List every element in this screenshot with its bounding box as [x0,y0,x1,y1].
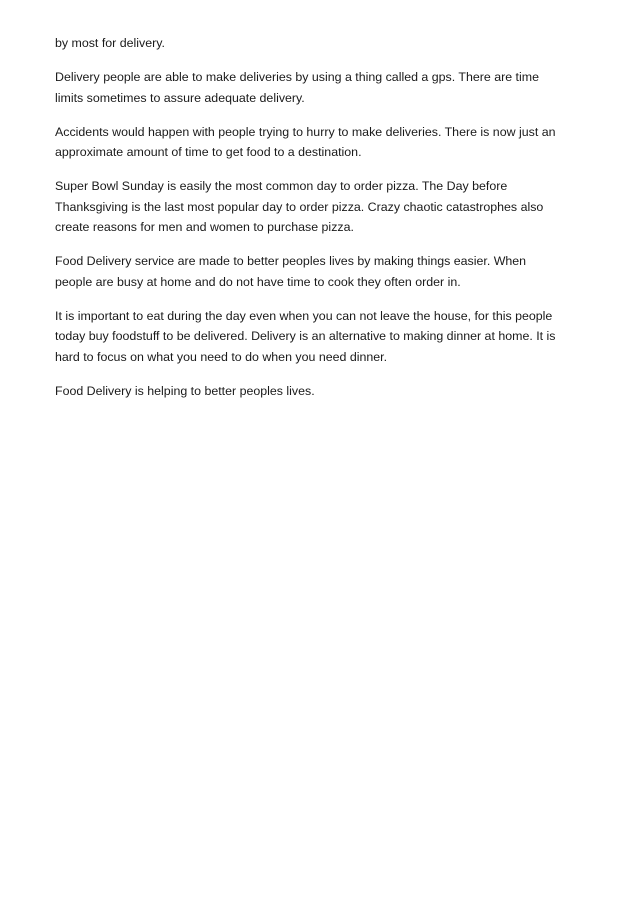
text-line: hard to focus on what you need to do when you need dinner. [55,349,388,364]
text-line: Food Delivery is helping to better peoples lives. [55,383,315,398]
text-line: Delivery people are able to make deliveries by using a thing called a gps. There are time [55,70,539,84]
text-line: It is important to eat during the day even when you can not leave the house, for this people [55,308,553,323]
paragraph [55,122,585,163]
text-line: approximate amount of time to get food to a destination. [55,145,362,159]
text-line: Thanksgiving is the last most popular day to order pizza. Crazy chaotic catastrophes also [55,199,544,214]
text-line: today buy foodstuff to be delivered. Delivery is an alternative to making dinner at home. It is [55,329,556,343]
text-line: create reasons for men and women to purchase pizza. [55,220,354,234]
paragraph [55,306,585,368]
paragraph [55,251,585,292]
document-body [55,33,585,415]
paragraph [55,33,585,54]
paragraph [55,67,585,108]
text-line: by most for delivery. [55,36,165,50]
text-line: Accidents would happen with people trying to hurry to make deliveries. There is now just an [55,124,556,139]
text-line: Super Bowl Sunday is easily the most common day to order pizza. The Day before [55,179,508,193]
paragraph [55,176,585,238]
text-line: Food Delivery service are made to better peoples lives by making things easier. When [55,254,527,268]
paragraph [55,381,585,402]
text-line: limits sometimes to assure adequate delivery. [55,90,305,105]
text-line: people are busy at home and do not have time to cook they often order in. [55,274,461,289]
